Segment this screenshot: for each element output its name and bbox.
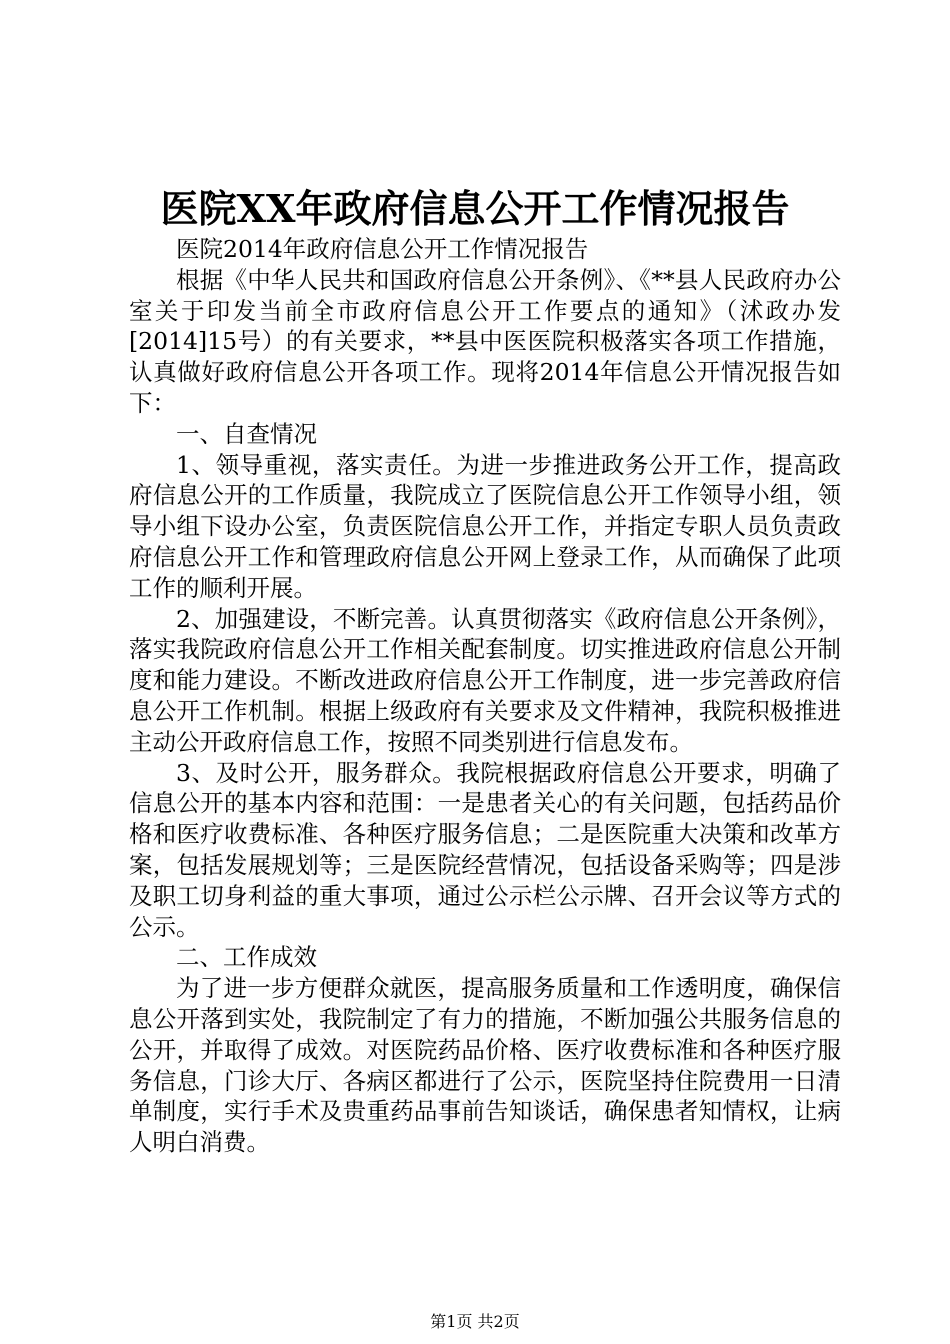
paragraph-intro: 根据《中华人民共和国政府信息公开条例》、《**县人民政府办公室关于印发当前全市政府信息公开工作要点的通知》（沭政办发[2014]15号）的有关要求，**县中医医院积极落实各项工作措施，认真做好政府信息公开各项工作。现将2014年信息公开情况报告如下： [129, 265, 841, 417]
paragraph-subtitle: 医院2014年政府信息公开工作情况报告 [176, 235, 589, 263]
section-heading-self-check: 一、自查情况 [176, 419, 317, 448]
paragraph-item-3: 3、及时公开，服务群众。我院根据政府信息公开要求，明确了信息公开的基本内容和范围：一是患者关心的有关问题，包括药品价格和医疗收费标准、各种医疗服务信息；二是医院重大决策和改革方案，包括发展规划等；三是医院经营情况，包括设备采购等；四是涉及职工切身利益的重大事项，通过公示栏公示牌、召开会议等方式的公示。 [129, 758, 841, 941]
paragraph-item-2: 2、加强建设，不断完善。认真贯彻落实《政府信息公开条例》，落实我院政府信息公开工作相关配套制度。切实推进政府信息公开制度和能力建设。不断改进政府信息公开工作制度，进一步完善政府信息公开工作机制。根据上级政府有关要求及文件精神，我院积极推进主动公开政府信息工作，按照不同类别进行信息发布。 [129, 604, 841, 756]
page-footer: 第1页 共2页 [430, 1312, 520, 1331]
document-body [129, 234, 841, 1158]
document-title: 医院XX年政府信息公开工作情况报告 [160, 186, 790, 231]
section-heading-results: 二、工作成效 [176, 943, 317, 972]
paragraph-results: 为了进一步方便群众就医，提高服务质量和工作透明度，确保信息公开落到实处，我院制定了有力的措施，不断加强公共服务信息的公开，并取得了成效。对医院药品价格、医疗收费标准和各种医疗服务信息，门诊大厅、各病区都进行了公示，医院坚持住院费用一日清单制度，实行手术及贵重药品事前告知谈话，确保患者知情权，让病人明白消费。 [129, 974, 841, 1157]
paragraph-item-1: 1、领导重视，落实责任。为进一步推进政务公开工作，提高政府信息公开的工作质量，我院成立了医院信息公开工作领导小组，领导小组下设办公室，负责医院信息公开工作，并指定专职人员负责政府信息公开工作和管理政府信息公开网上登录工作，从而确保了此项工作的顺利开展。 [129, 450, 841, 602]
